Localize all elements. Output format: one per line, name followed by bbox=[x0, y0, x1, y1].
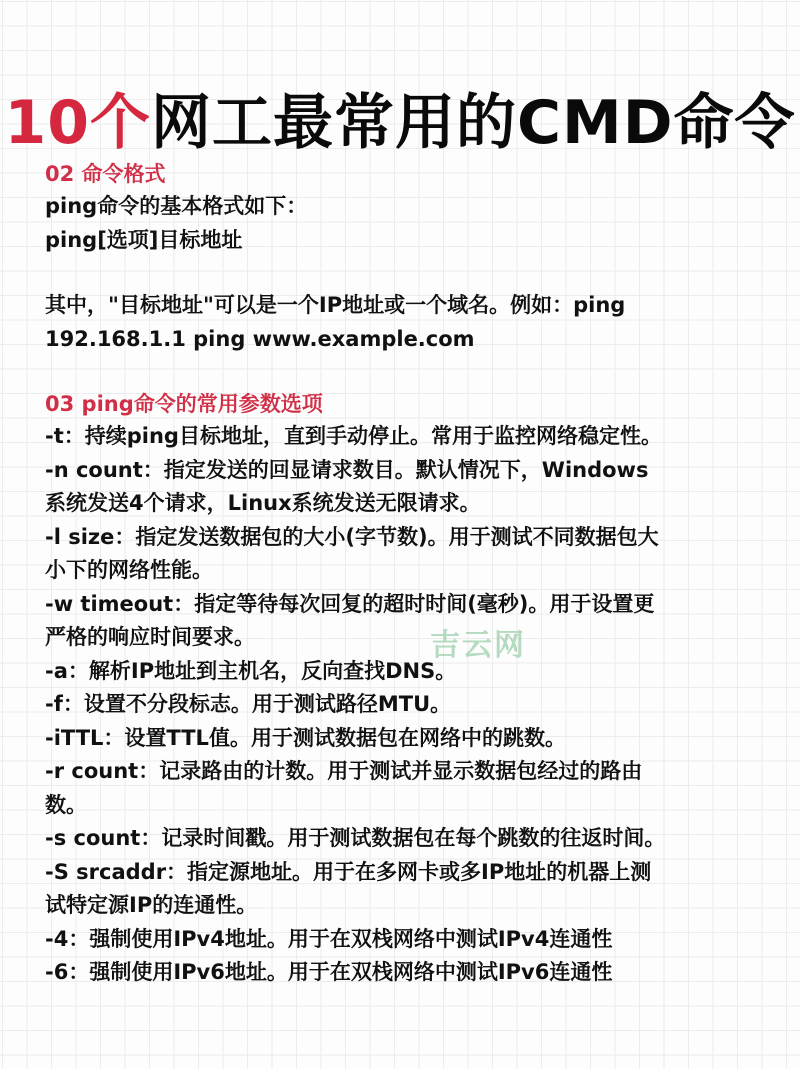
format-note-line: 192.168.1.1 ping www.example.com bbox=[45, 326, 475, 351]
option-line: -6：强制使用IPv6地址。用于在双栈网络中测试IPv6连通性 bbox=[45, 960, 613, 984]
spacer bbox=[45, 257, 775, 289]
option-line: 系统发送4个请求，Linux系统发送无限请求。 bbox=[45, 491, 481, 515]
section-heading-format: 02 命令格式 bbox=[45, 162, 166, 186]
option-line: 数。 bbox=[45, 792, 87, 817]
option-line: -n count：指定发送的回显请求数目。默认情况下，Windows bbox=[45, 457, 649, 482]
title-accent: 10个 bbox=[4, 88, 151, 159]
option-line: -iTTL：设置TTL值。用于测试数据包在网络中的跳数。 bbox=[45, 725, 566, 750]
format-line: ping命令的基本格式如下： bbox=[45, 194, 308, 218]
option-line: -a：解析IP地址到主机名，反向查找DNS。 bbox=[45, 658, 457, 683]
option-line: -l size：指定发送数据包的大小(字节数)。用于测试不同数据包大 bbox=[45, 524, 659, 549]
option-line: -4：强制使用IPv4地址。用于在双栈网络中测试IPv4连通性 bbox=[45, 926, 613, 951]
section-heading-options: 03 ping命令的常用参数选项 bbox=[45, 392, 323, 416]
format-note-line: 其中，"目标地址"可以是一个IP地址或一个域名。例如：ping bbox=[45, 293, 626, 317]
page-title bbox=[0, 88, 800, 158]
option-line: -s count：记录时间戳。用于测试数据包在每个跳数的往返时间。 bbox=[45, 826, 666, 850]
spacer bbox=[45, 356, 775, 388]
option-line: -t：持续ping目标地址，直到手动停止。常用于监控网络稳定性。 bbox=[45, 424, 662, 448]
option-line: -S srcaddr：指定源地址。用于在多网卡或多IP地址的机器上测 bbox=[45, 859, 652, 884]
option-line: -f：设置不分段标志。用于测试路径MTU。 bbox=[45, 692, 452, 716]
watermark: 吉云网 bbox=[430, 628, 526, 663]
format-line: ping[选项]目标地址 bbox=[45, 227, 243, 252]
article-body bbox=[45, 158, 775, 990]
option-line: -r count：记录路由的计数。用于测试并显示数据包经过的路由 bbox=[45, 759, 643, 783]
option-line: -w timeout：指定等待每次回复的超时时间(毫秒)。用于设置更 bbox=[45, 591, 655, 616]
option-line: 小下的网络性能。 bbox=[45, 558, 213, 582]
option-line: 严格的响应时间要求。 bbox=[45, 625, 255, 649]
title-main: 网工最常用的CMD命令 bbox=[150, 88, 796, 159]
option-line: 试特定源IP的连通性。 bbox=[45, 893, 258, 917]
